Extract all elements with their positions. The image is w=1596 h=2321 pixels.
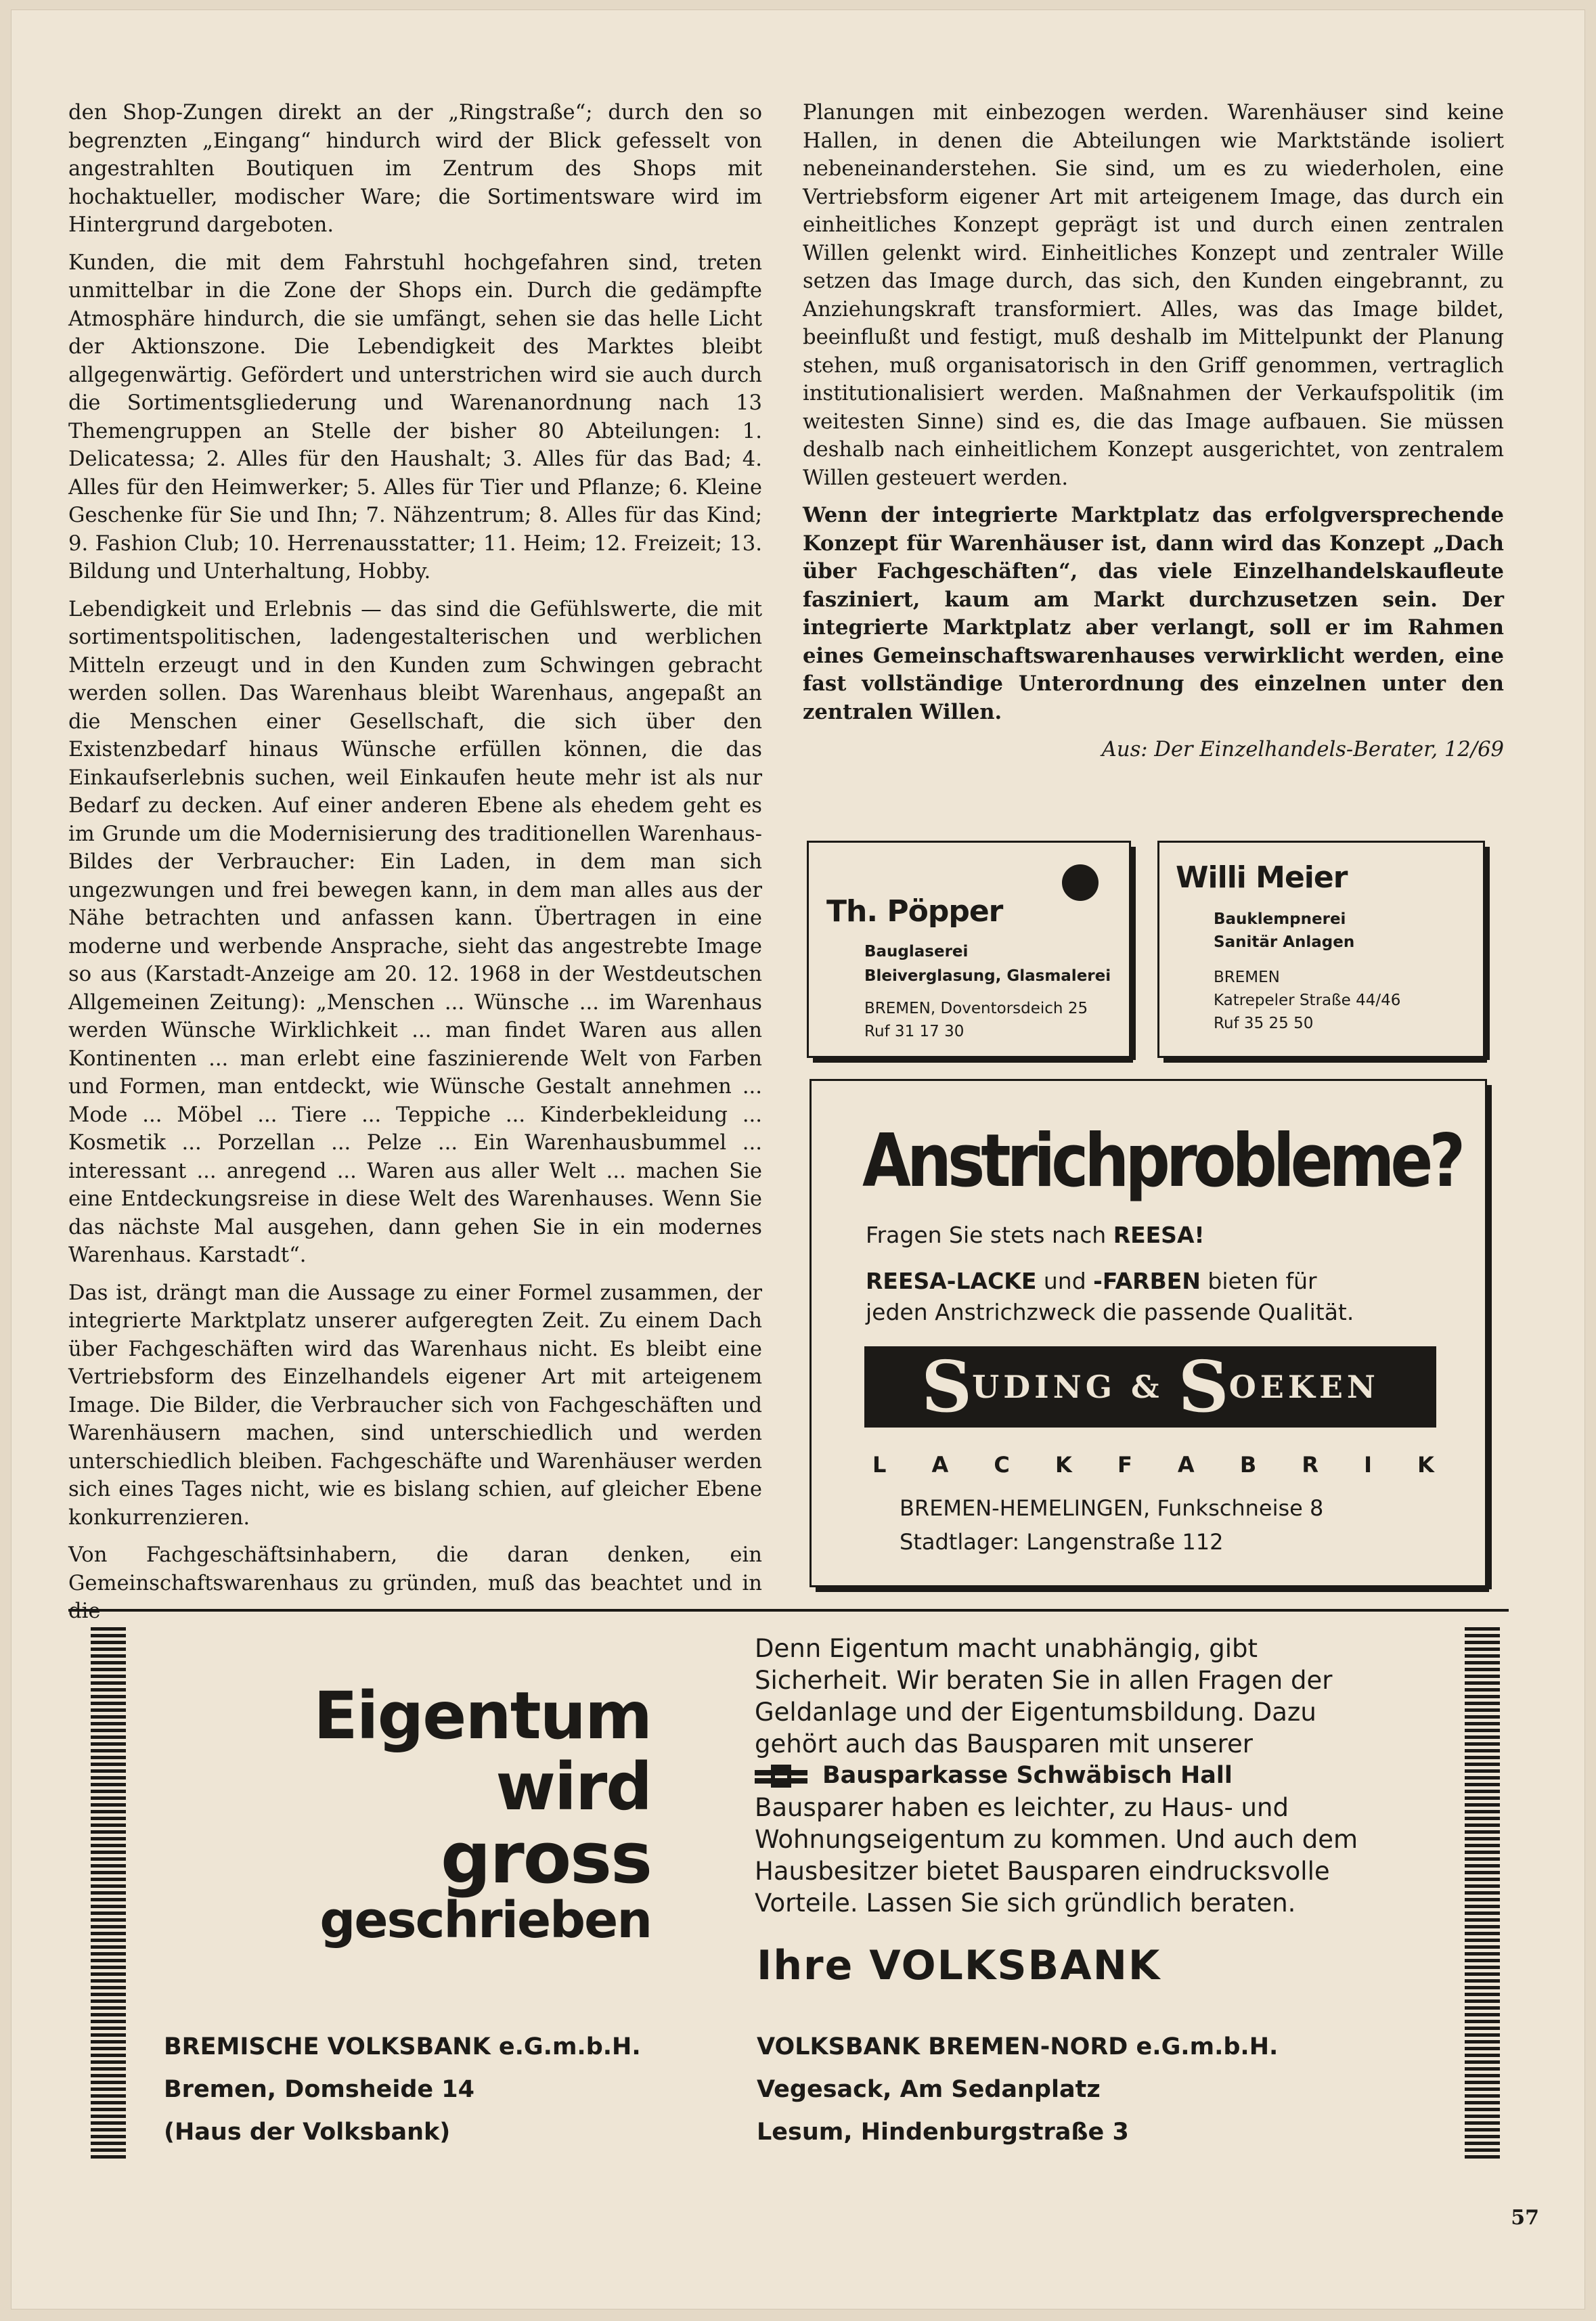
ad-text: und [1036, 1268, 1094, 1294]
bank-name-right: VOLKSBANK BREMEN-NORD e.G.m.b.H. [757, 2033, 1279, 2060]
article-paragraph: Von Fachgeschäftsinhabern, die daran denken, ein Gemeinschaftswarenhaus zu gründen, muß das beachtet und in [68, 1543, 762, 1595]
article-paragraph: Kunden, die mit dem Fahrstuhl hochgefahren sind, treten unmittelbar in die Zone der Shops ein. Durch die gedämpfte Atmosphäre hindurch, die sie umfängt, sehen sie das helle Licht der Aktionszone. Die Lebendigkeit des Marktes bleibt allgegenwärtig. Gefördert und unterstrichen wird sie auch durch die Sortimentsgliederung und Warenanordnung nach 13 Themengruppen an Stelle der bisher 80 Abteilungen: 1. Delicatessa; 2. Alles für den Haushalt; 3. Alles für das Bad; 4. Alles für den Heimwerker; 5. Alles für Tier und Pflanze; 6. Kleine Geschenke für Sie und Ihn; 7. Nähzentrum; 8. Alles für das Kind; 9. Fashion Club; 10. Herrenausstatter; 11. Heim; 12. Freizeit; 13. Bildung und Unterhaltung, Hobby. [68, 250, 762, 583]
business-address: BREMEN, Doventorsdeich 25 [864, 1000, 1088, 1017]
box-shadow-right [1485, 847, 1490, 1060]
box-shadow-right [1487, 1085, 1492, 1589]
decorative-stripes [1465, 1627, 1500, 2162]
black-dot-icon [1062, 864, 1099, 901]
business-line: Sanitär Anlagen [1214, 933, 1355, 951]
magazine-page [11, 9, 1585, 2309]
business-name: Willi Meier [1176, 860, 1348, 895]
bank-address-right: Lesum, Hindenburgstraße 3 [757, 2119, 1129, 2146]
spaced-letter: B [1239, 1452, 1257, 1478]
article-conclusion: Wenn der integrierte Marktplatz das erfolgversprechende Konzept für Warenhäuser ist, dann wird das Konzept „Dach über Fachgeschäften“, das viele Einzelhandelskaufleute fasziniert, kaum am Markt durchzusetzen sein. Der integrierte Marktplatz aber verlangt, soll er im Rahmen eines Gemeinschaftswarenhauses verwirklicht werden, eine fast vollständige Unterordnung des einzelnen unter den zentralen Willen. [803, 503, 1504, 724]
warehouse-address: Langenstraße 112 [1019, 1529, 1224, 1555]
spaced-letter: F [1117, 1452, 1132, 1478]
business-address: Katrepeler Straße 44/46 [1214, 992, 1401, 1009]
spaced-letter: A [931, 1452, 949, 1478]
ad-poepper [807, 841, 1131, 1058]
ad-line: jeden Anstrichzweck die passende Qualität. [866, 1299, 1354, 1325]
spaced-letter: A [1177, 1452, 1195, 1478]
box-shadow-bottom [813, 1058, 1133, 1063]
ad-meier [1157, 841, 1485, 1058]
business-city: BREMEN [1214, 969, 1280, 986]
company-warehouse [900, 1529, 1223, 1555]
warehouse-label: Stadtlager: [900, 1529, 1020, 1555]
company-address: BREMEN-HEMELINGEN, Funkschneise 8 [900, 1495, 1324, 1521]
spaced-letter: R [1302, 1452, 1318, 1478]
brand-product: -FARBEN [1093, 1268, 1201, 1294]
brand-product: REESA-LACKE [866, 1268, 1037, 1294]
logo-word: UDING [972, 1369, 1117, 1405]
article-paragraph: Lebendigkeit und Erlebnis — das sind die Gefühlswerte, die mit sortimentspolitischen, ladengestalterischen und werblichen Mitteln erzeugt und in den Kunden zum Schwingen gebracht werden sollen. Das Warenhaus bleibt Warenhaus, angepaßt an die Menschen einer Gesellschaft, die sich über den Existenzbedarf hinaus Wünsche erfüllen können, die das Einkaufserlebnis suchen, weil Einkaufen heute mehr ist als nur Bedarf zu decken. Auf einer anderen Ebene als ehedem geht es im Grunde um die Modernisierung des traditionellen Warenhaus-Bildes der Verbraucher: Ein Laden, in dem man sich ungezwungen und frei bewegen kann, in dem man alles aus der Nähe betrachten und anfassen kann. Übertragen in eine moderne und werbende Ansprache, sieht das angestrebte Image so aus (Karstadt-Anzeige am 20. 12. 1968 in der Westdeutschen Allgemeinen Zeitung): „Menschen ... Wünsche ... im Warenhaus werden Wünsche Wirklichkeit ... man findet Waren aus allen Kontinenten ... man erlebt eine faszinierende Welt von Farben und Formen, man entdeckt, wie Wünsche Gestalt annehmen ... Mode ... Möbel ... Tiere ... Teppiche ... Kinderbekleidung ... Kosmetik ... Porzellan ... Pelze ... Ein Warenhausbummel ... interessant ... anregend ... Waren aus aller Welt ... machen Sie eine Entdeckungsreise in diese Welt des Warenhauses. Wenn Sie das nächste Mal ausgehen, dann gehen Sie in ein modernes Warenhaus. Karstadt“. [68, 597, 762, 1267]
bausparkasse-name: Bausparkasse Schwäbisch Hall [822, 1762, 1233, 1789]
business-phone: Ruf 35 25 50 [1214, 1015, 1314, 1032]
ad-text: bieten für [1200, 1268, 1317, 1294]
bank-address-left: Bremen, Domsheide 14 [164, 2076, 475, 2103]
bank-address-left: (Haus der Volksbank) [164, 2119, 451, 2146]
bank-address-right: Vegesack, Am Sedanplatz [757, 2076, 1101, 2103]
spaced-letter: C [994, 1452, 1010, 1478]
article-paragraph: Planungen mit einbezogen werden. Warenhäuser sind keine Hallen, in denen die Abteilungen wie Marktstände isoliert nebeneinanderstehen. Sie sind, um es zu wiederholen, eine Vertriebsform eigener Art mit arteigenem Image, das durch ein einheitliches Konzept geprägt ist und durch einen zentralen Willen gelenkt wird. Einheitliches Konzept und zentraler Wille setzen das Image durch, das sich, den Kunden eingebrannt, zu Anziehungskraft transformiert. Alles, was das Image bildet, beeinflußt und festigt, muß deshalb im Mittelpunkt der Planung stehen, muß organisatorisch in den Griff genommen, vertraglich institutionalisiert werden. Maßnahmen der Verkaufspolitik (im weitesten Sinne) sind es, die das Image aufbauen. Sie müssen deshalb nach einheitlichem Konzept ausgerichtet, von zentralem Willen gesteuert werden. [803, 101, 1504, 490]
article-paragraph: den Shop-Zungen direkt an der „Ringstraße“; durch den so begrenzten „Eingang“ hindurch wird der Blick gefesselt von angestrahlten Boutiquen im Zentrum des Shops mit hochaktueller, modischer Ware; die Sortimentsware wird im Hintergrund dargeboten. [68, 101, 762, 237]
slogan-line: Eigentum [313, 1678, 651, 1754]
lackfabrik-letters [872, 1452, 1434, 1478]
decorative-stripes [91, 1627, 126, 2162]
volksbank-body [755, 1633, 1384, 1919]
brand-name: REESA! [1113, 1222, 1205, 1248]
bausparkasse-line [755, 1760, 1384, 1792]
logo-word: OEKEN [1228, 1369, 1379, 1405]
logo-letter: S [1178, 1345, 1229, 1428]
logo-letter: S [921, 1345, 973, 1428]
section-divider [68, 1609, 1509, 1612]
ad-headline: Anstrichprobleme? [862, 1119, 1462, 1203]
bausparkasse-logo-icon [755, 1763, 807, 1789]
box-shadow-bottom [816, 1587, 1489, 1592]
business-line: Bauglaserei [864, 943, 969, 960]
business-line: Bleiverglasung, Glasmalerei [864, 967, 1111, 985]
ad-line [866, 1268, 1317, 1294]
spaced-letter: K [1055, 1452, 1072, 1478]
slogan-line: gross [441, 1817, 651, 1899]
page-number: 57 [1511, 2206, 1539, 2230]
article-source: Aus: Der Einzelhandels-Berater, 12/69 [1101, 738, 1504, 761]
business-name: Th. Pöpper [826, 894, 1003, 929]
business-phone: Ruf 31 17 30 [864, 1023, 965, 1040]
spaced-letter: K [1417, 1452, 1434, 1478]
suding-soeken-logo [864, 1346, 1436, 1428]
article-paragraph: Das ist, drängt man die Aussage zu einer Formel zusammen, der integrierte Marktplatz unserer aufgeregten Zeit. Zu einem Dach über Fachgeschäften wird das Warenhaus nicht. Es bleibt eine Vertriebsform des Einzelhandels eigener Art mit arteigenem Image. Die Bilder, die Verbraucher sich von Fachgeschäften und Warenhäusern machen, sind unterschiedlich und werden unterschiedlich bleiben. Fachgeschäfte und Warenhäuser werden sich eines Tages nicht, wie es bislang schien, auf gleicher Ebene konkurrenzieren. [68, 1281, 762, 1530]
box-shadow-right [1131, 847, 1136, 1060]
spaced-letter: L [872, 1452, 887, 1478]
ad-line [866, 1222, 1205, 1248]
article-column-right [803, 99, 1504, 764]
article-column-left [68, 99, 762, 1635]
bank-name-left: BREMISCHE VOLKSBANK e.G.m.b.H. [164, 2033, 641, 2060]
spaced-letter: I [1364, 1452, 1372, 1478]
box-shadow-bottom [1163, 1058, 1487, 1063]
business-line: Bauklempnerei [1214, 910, 1346, 928]
ad-text: Fragen Sie stets nach [866, 1222, 1113, 1248]
volksbank-body-text: Bausparer haben es leichter, zu Haus- und Wohnungseigentum zu kommen. Und auch dem Hausbesitzer bietet Bausparen eindrucksvolle Vorteile. Lassen Sie sich gründlich beraten. [755, 1793, 1358, 1918]
slogan-line: geschrieben [319, 1891, 651, 1949]
volksbank-tagline: Ihre VOLKSBANK [757, 1942, 1161, 1989]
ad-reesa [810, 1079, 1487, 1587]
slogan-line: wird [495, 1749, 651, 1825]
volksbank-body-text: Denn Eigentum macht unabhängig, gibt Sicherheit. Wir beraten Sie in allen Fragen der Geldanlage und der Eigentumsbildung. Dazu gehört auch das Bausparen mit unserer [755, 1634, 1333, 1759]
logo-ampersand: & [1116, 1369, 1178, 1405]
